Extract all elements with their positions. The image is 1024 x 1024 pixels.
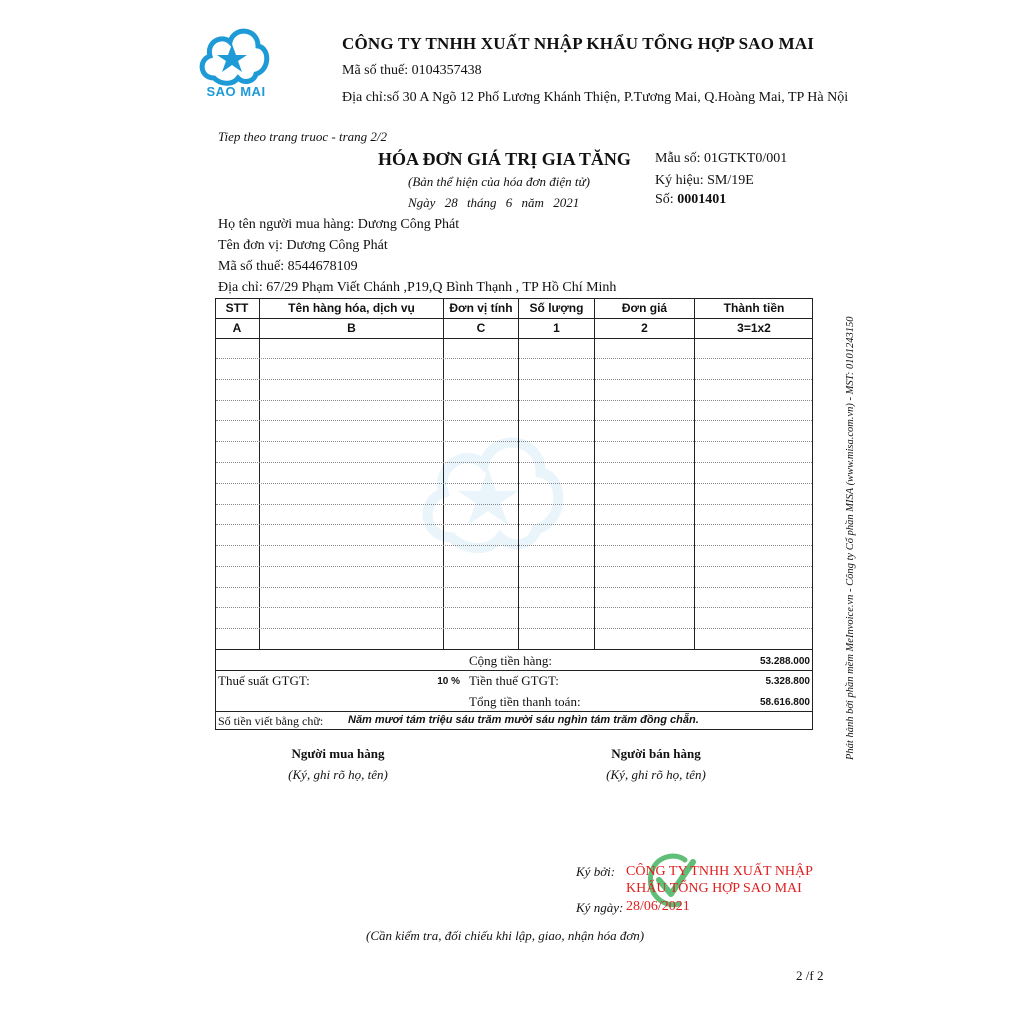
table-row [216, 483, 812, 484]
table-row [216, 587, 812, 588]
continued-note: Tiep theo trang truoc - trang 2/2 [218, 129, 387, 144]
table-row [216, 524, 812, 525]
col-header-item-name: Tên hàng hóa, dịch vụ [288, 301, 415, 315]
page-number: 2 /f 2 [796, 968, 824, 983]
col-label-b: B [347, 321, 356, 335]
company-name: CÔNG TY TNHH XUẤT NHẬP KHẨU TỔNG HỢP SAO MAI [342, 34, 815, 53]
vat-rate-label: Thuế suất GTGT: [218, 673, 310, 688]
table-divider [215, 711, 813, 712]
col-label-a: A [232, 321, 242, 335]
table-row [216, 462, 812, 463]
subtotal-label: Cộng tiền hàng: [469, 653, 553, 668]
software-publisher-text: Phát hành bởi phần mềm MeInvoice.vn - Công ty Cổ phần MISA (www.misa.com.vn) - MST: 0101243150 [845, 316, 856, 760]
invoice-subtitle: (Bản thể hiện của hóa đơn điện tử) [408, 174, 590, 189]
table-divider [259, 298, 260, 649]
col-header-unit-price: Đơn giá [621, 301, 668, 315]
buyer-name: Họ tên người mua hàng: Dương Công Phát [218, 217, 460, 232]
buyer-unit: Tên đơn vị: Dương Công Phát [218, 238, 388, 253]
seller-signature-note: (Ký, ghi rõ họ, tên) [606, 767, 706, 782]
table-row [216, 379, 812, 380]
vat-rate-value: 10 % [437, 676, 460, 687]
logo-text: SAO MAI [206, 84, 266, 99]
col-label-3: 3=1x2 [737, 321, 771, 335]
grand-total-label: Tổng tiền thanh toán: [469, 694, 581, 709]
table-divider [594, 298, 595, 649]
invoice-title: HÓA ĐƠN GIÁ TRỊ GIA TĂNG [378, 149, 631, 169]
table-row [216, 504, 812, 505]
company-tax-code: Mã số thuế: 0104357438 [342, 63, 482, 78]
table-row [216, 545, 812, 546]
invoice-number-label: Số: [655, 192, 674, 207]
table-divider [518, 298, 519, 649]
invoice-symbol: Ký hiệu: SM/19E [655, 173, 754, 188]
table-row [216, 566, 812, 567]
col-label-c: C [476, 321, 486, 335]
invoice-number [655, 192, 726, 208]
signed-date-label: Ký ngày: [576, 900, 624, 915]
table-row [216, 441, 812, 442]
buyer-signature-note: (Ký, ghi rõ họ, tên) [288, 767, 388, 782]
signed-by-value: CÔNG TY TNHH XUẤT NHẬP KHẨU TỔNG HỢP SAO MAI [626, 864, 813, 896]
subtotal-value: 53.288.000 [759, 656, 810, 667]
table-divider [215, 649, 813, 650]
invoice-date: Ngày 28 tháng 6 năm 2021 [408, 195, 580, 210]
vat-amount-value: 5.328.800 [765, 676, 810, 687]
amount-in-words-label: Số tiền viết bằng chữ: [218, 714, 324, 728]
seller-signature-title: Người bán hàng [611, 746, 701, 761]
buyer-tax-code: Mã số thuế: 8544678109 [218, 259, 358, 274]
col-label-2: 2 [641, 321, 648, 335]
grand-total-value: 58.616.800 [759, 697, 810, 708]
amount-in-words-value: Năm mươi tám triệu sáu trăm mười sáu nghìn tám trăm đồng chẵn. [348, 714, 699, 726]
buyer-signature-title: Người mua hàng [291, 746, 385, 761]
signed-date-value: 28/06/2021 [626, 899, 690, 914]
table-row [216, 400, 812, 401]
col-header-unit: Đơn vị tính [449, 301, 513, 315]
invoice-number-value: 0001401 [677, 192, 727, 207]
table-row [216, 358, 812, 359]
col-header-amount: Thành tiền [723, 301, 785, 315]
footer-note: (Cần kiểm tra, đối chiếu khi lập, giao, nhận hóa đơn) [366, 928, 645, 943]
col-label-1: 1 [553, 321, 560, 335]
vat-amount-label: Tiền thuế GTGT: [469, 673, 559, 688]
table-divider [694, 298, 695, 649]
company-address: Địa chỉ:số 30 A Ngõ 12 Phố Lương Khánh Thiện, P.Tương Mai, Q.Hoàng Mai, TP Hà Nội [342, 90, 849, 105]
software-publisher-note [845, 270, 859, 760]
signed-by-label: Ký bởi: [576, 864, 616, 879]
table-divider [215, 338, 813, 339]
form-number: Mẫu số: 01GTKT0/001 [655, 151, 788, 166]
col-header-quantity: Số lượng [529, 301, 584, 315]
col-header-stt: STT [225, 301, 249, 315]
table-row [216, 628, 812, 629]
buyer-address: Địa chỉ: 67/29 Phạm Viết Chánh ,P19,Q Bình Thạnh , TP Hồ Chí Minh [218, 280, 617, 295]
table-row [216, 607, 812, 608]
table-row [216, 420, 812, 421]
table-divider [443, 298, 444, 649]
table-divider [215, 670, 813, 671]
